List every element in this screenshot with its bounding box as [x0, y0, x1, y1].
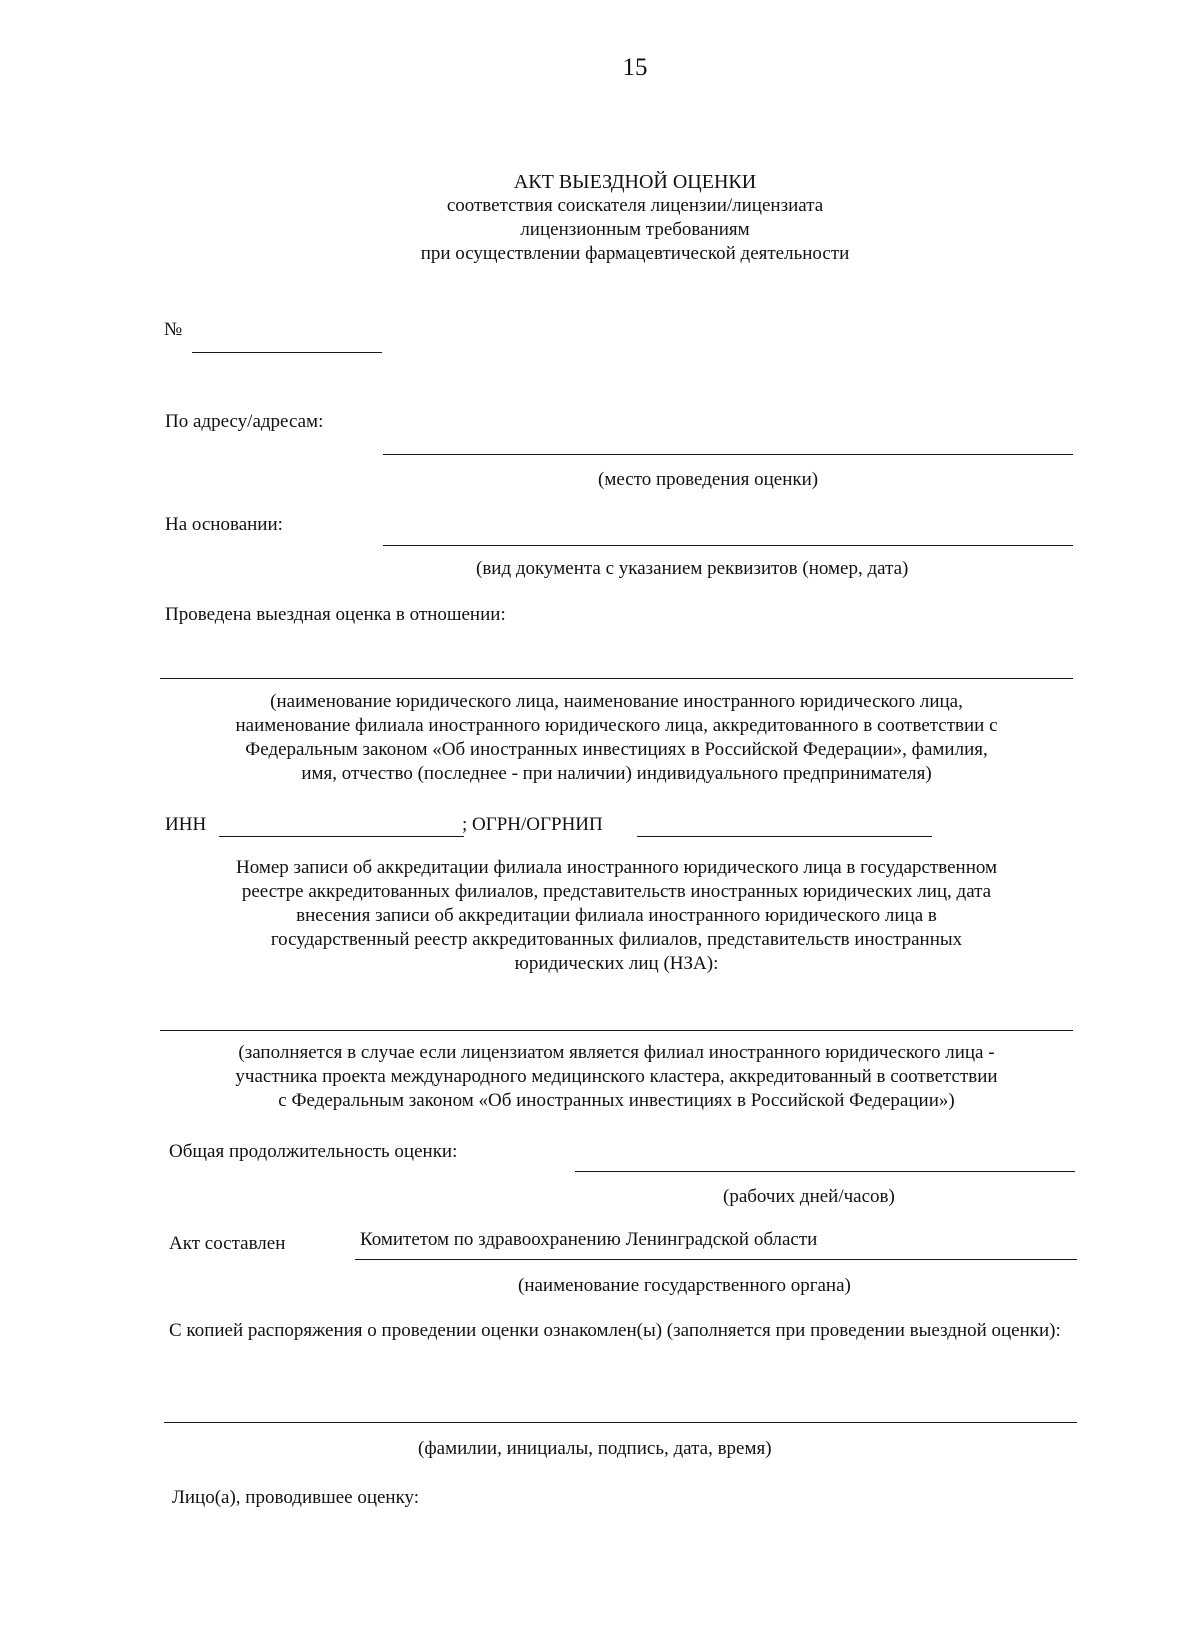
inn-label: ИНН [165, 814, 207, 835]
basis-caption: (вид документа с указанием реквизитов (номер, дата) [476, 558, 909, 579]
document-title: АКТ ВЫЕЗДНОЙ ОЦЕНКИ [513, 171, 757, 193]
duration-field[interactable] [575, 1171, 1075, 1172]
address-label: По адресу/адресам: [165, 411, 324, 432]
act-number-field[interactable] [192, 352, 382, 353]
inn-field[interactable] [219, 836, 464, 837]
act-number-label: № [164, 319, 183, 340]
subject-caption-line: наименование филиала иностранного юридического лица, аккредитованного в соответствии с [235, 715, 998, 736]
basis-label: На основании: [165, 514, 283, 535]
address-field[interactable] [383, 454, 1073, 455]
compiled-caption: (наименование государственного органа) [518, 1275, 851, 1296]
document-subtitle-line: соответствия соискателя лицензии/лицензиата [446, 195, 824, 216]
duration-caption: (рабочих дней/часов) [723, 1186, 895, 1207]
subject-caption-line: имя, отчество (последнее - при наличии) индивидуального предпринимателя) [301, 763, 932, 784]
acquainted-caption: (фамилии, инициалы, подпись, дата, время) [418, 1438, 772, 1459]
accreditation-text-line: внесения записи об аккредитации филиала иностранного юридического лица в [296, 905, 937, 926]
acquainted-text: С копией распоряжения о проведении оценки ознакомлен(ы) (заполняется при проведении выездной оценки): [169, 1320, 1061, 1341]
basis-field[interactable] [383, 545, 1073, 546]
subject-field[interactable] [160, 678, 1073, 679]
ogrn-label: ; ОГРН/ОГРНИП [462, 814, 603, 835]
ogrn-field[interactable] [637, 836, 932, 837]
accreditation-caption-line: (заполняется в случае если лицензиатом является филиал иностранного юридического лица - [238, 1042, 995, 1063]
subject-caption-line: Федеральным законом «Об иностранных инвестициях в Российской Федерации», фамилия, [245, 739, 988, 760]
accreditation-text-line: Номер записи об аккредитации филиала иностранного юридического лица в государственном [235, 857, 998, 878]
accreditation-caption-line: с Федеральным законом «Об иностранных инвестициях в Российской Федерации») [278, 1090, 955, 1111]
address-caption: (место проведения оценки) [598, 469, 819, 490]
compiled-label: Акт составлен [169, 1233, 286, 1254]
subject-label: Проведена выездная оценка в отношении: [165, 604, 506, 625]
document-subtitle-line: лицензионным требованиям [520, 219, 750, 240]
acquainted-field[interactable] [164, 1422, 1077, 1423]
accreditation-text-line: юридических лиц (НЗА): [514, 953, 719, 974]
compiled-value[interactable]: Комитетом по здравоохранению Ленинградской области [360, 1229, 818, 1250]
accreditation-field[interactable] [160, 1030, 1073, 1031]
duration-label: Общая продолжительность оценки: [169, 1141, 458, 1162]
compiled-field[interactable] [355, 1259, 1077, 1260]
page-number: 15 [622, 54, 648, 81]
subject-caption-line: (наименование юридического лица, наименование иностранного юридического лица, [270, 691, 963, 712]
accreditation-text-line: реестре аккредитованных филиалов, представительств иностранных юридических лиц, дата [241, 881, 992, 902]
accreditation-caption-line: участника проекта международного медицинского кластера, аккредитованный в соответствии [235, 1066, 998, 1087]
document-subtitle-line: при осуществлении фармацевтической деятельности [420, 243, 850, 264]
accreditation-text-line: государственный реестр аккредитованных филиалов, представительств иностранных [270, 929, 963, 950]
inspectors-label: Лицо(а), проводившее оценку: [172, 1487, 420, 1508]
